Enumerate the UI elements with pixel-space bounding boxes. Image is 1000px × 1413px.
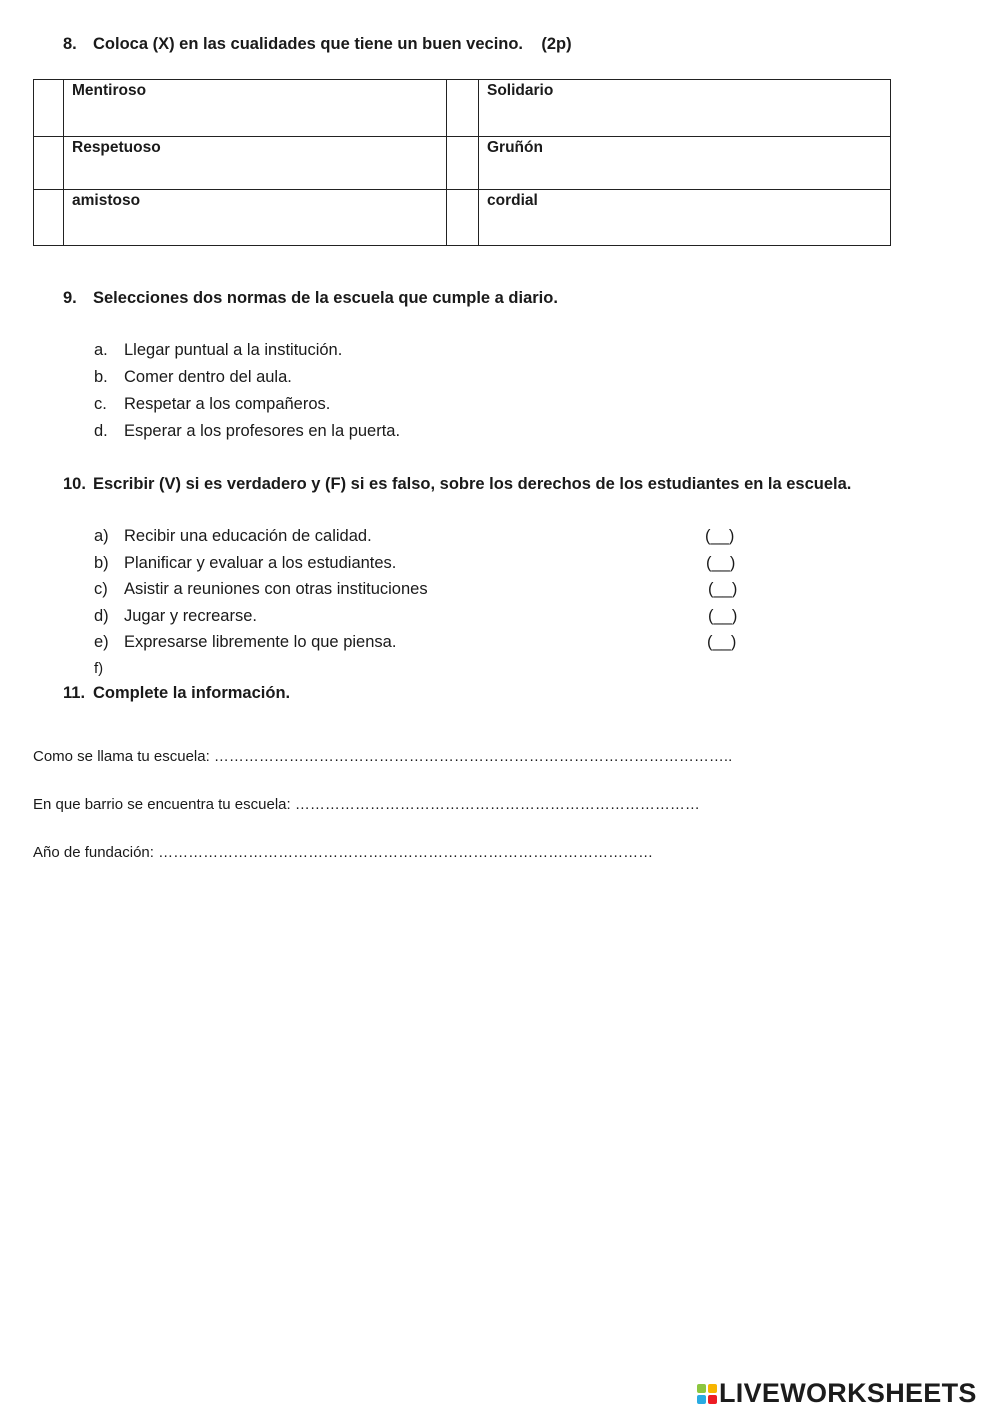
statement-marker: f) [94, 660, 104, 677]
option-text: Respetar a los compañeros. [124, 395, 331, 413]
answer-blank[interactable]: (__) [708, 607, 738, 625]
quality-cell: cordial [479, 190, 891, 246]
checkbox-cell[interactable] [34, 190, 64, 246]
option-a[interactable] [94, 341, 342, 360]
checkbox-cell[interactable] [447, 80, 479, 137]
fill-in-line[interactable]: ………………………………………………………………………………………….. [213, 748, 733, 765]
option-c[interactable] [94, 395, 330, 414]
field-label: Año de fundación: [33, 844, 154, 861]
quality-cell: Respetuoso [64, 137, 447, 190]
table-row [34, 80, 891, 137]
field-label: Como se llama tu escuela: [33, 748, 210, 765]
answer-blank[interactable]: (__) [706, 554, 736, 572]
option-text: Llegar puntual a la institución. [124, 341, 343, 359]
option-marker: d. [94, 422, 108, 440]
checkbox-cell[interactable] [34, 80, 64, 137]
quality-cell: Gruñón [479, 137, 891, 190]
logo-text: LIVEWORKSHEETS [719, 1378, 977, 1408]
option-marker: a. [94, 341, 108, 359]
question-8-text: Coloca (X) en las cualidades que tiene un buen vecino. (2p) [93, 35, 572, 53]
field-label: En que barrio se encuentra tu escuela: [33, 796, 291, 813]
statement-c [94, 580, 428, 599]
table-row [34, 190, 891, 246]
statement-a [94, 527, 372, 546]
question-9-title [63, 289, 558, 308]
question-8-title [63, 35, 572, 54]
question-8-number: 8. [63, 35, 77, 53]
statement-text: Asistir a reuniones con otras instituciones [124, 580, 428, 598]
question-9-text: Selecciones dos normas de la escuela que cumple a diario. [93, 289, 558, 307]
checkbox-cell[interactable] [447, 190, 479, 246]
statement-text: Planificar y evaluar a los estudiantes. [124, 554, 397, 572]
fill-in-line[interactable]: ……………………………………………………………………… [294, 796, 700, 813]
statement-text: Expresarse libremente lo que piensa. [124, 633, 397, 651]
statement-text: Jugar y recrearse. [124, 607, 257, 625]
question-10-text: Escribir (V) si es verdadero y (F) si es falso, sobre los derechos de los estudiantes en la escuela. [93, 475, 852, 493]
logo-square [697, 1395, 706, 1404]
statement-b [94, 554, 396, 573]
question-11-text: Complete la información. [93, 684, 291, 702]
logo-square [708, 1384, 717, 1393]
answer-blank[interactable]: (__) [707, 633, 737, 651]
question-11-title [63, 684, 290, 703]
option-d[interactable] [94, 422, 400, 441]
neighborhood-field [33, 796, 700, 813]
question-11-number: 11. [63, 684, 86, 702]
school-name-field [33, 748, 732, 765]
checkbox-cell[interactable] [34, 137, 64, 190]
fill-in-line[interactable]: ……………………………………………………………………………………… [158, 844, 654, 861]
founding-year-field [33, 844, 653, 861]
quality-cell: amistoso [64, 190, 447, 246]
question-10-number: 10. [63, 475, 86, 493]
liveworksheets-logo [697, 1378, 977, 1409]
option-b[interactable] [94, 368, 292, 387]
option-marker: c. [94, 395, 107, 413]
statement-marker: b) [94, 554, 109, 572]
checkbox-cell[interactable] [447, 137, 479, 190]
quality-cell: Solidario [479, 80, 891, 137]
answer-blank[interactable]: (__) [705, 527, 735, 545]
statement-marker: c) [94, 580, 108, 598]
statement-d [94, 607, 257, 626]
option-marker: b. [94, 368, 108, 386]
statement-f [94, 660, 124, 677]
qualities-table [33, 79, 891, 246]
statement-marker: d) [94, 607, 109, 625]
answer-blank[interactable]: (__) [708, 580, 738, 598]
quality-cell: Mentiroso [64, 80, 447, 137]
statement-marker: a) [94, 527, 109, 545]
option-text: Esperar a los profesores en la puerta. [124, 422, 401, 440]
statement-marker: e) [94, 633, 109, 651]
statement-text: Recibir una educación de calidad. [124, 527, 372, 545]
question-10-title [63, 475, 851, 494]
logo-square [697, 1384, 706, 1393]
logo-square [708, 1395, 717, 1404]
question-9-number: 9. [63, 289, 77, 307]
option-text: Comer dentro del aula. [124, 368, 292, 386]
statement-e [94, 633, 396, 652]
table-row [34, 137, 891, 190]
logo-mark-icon [697, 1384, 717, 1404]
